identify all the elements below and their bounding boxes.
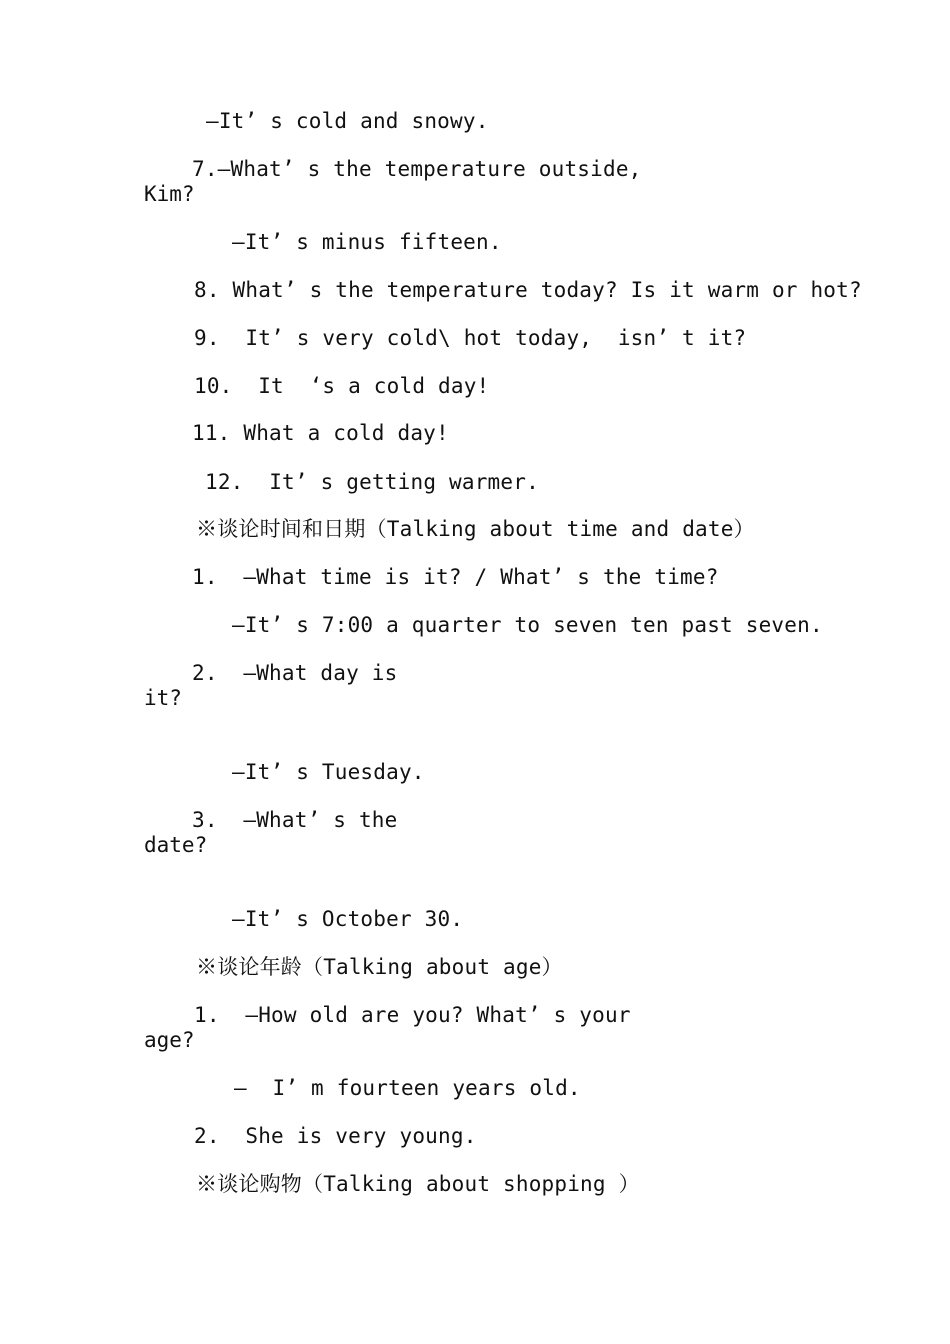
age-item-1-question-wrap: age? (144, 1028, 195, 1052)
section-heading-age: ※谈论年龄（Talking about age） (196, 955, 563, 979)
time-item-2-question: 2. —What day is (192, 661, 398, 685)
time-item-3-answer: —It’ s October 30. (232, 907, 464, 931)
time-item-2-answer: —It’ s Tuesday. (232, 760, 425, 784)
item-7-question: 7.—What’ s the temperature outside, (192, 157, 642, 181)
answer-cold-snowy: —It’ s cold and snowy. (206, 109, 489, 133)
age-item-1-answer: — I’ m fourteen years old. (234, 1076, 581, 1100)
item-12: 12. It’ s getting warmer. (205, 470, 539, 494)
age-item-2: 2. She is very young. (194, 1124, 477, 1148)
item-10: 10. It ‘s a cold day! (194, 374, 490, 398)
section-heading-time-date: ※谈论时间和日期（Talking about time and date） (196, 517, 755, 541)
item-9: 9. It’ s very cold\ hot today, isn’ t it? (194, 326, 747, 350)
age-item-1-question: 1. —How old are you? What’ s your (194, 1003, 631, 1027)
item-7-question-wrap: Kim? (144, 182, 195, 206)
time-item-1-question: 1. —What time is it? / What’ s the time? (192, 565, 719, 589)
time-item-3-question: 3. —What’ s the (192, 808, 398, 832)
item-8: 8. What’ s the temperature today? Is it warm or hot? (194, 278, 862, 302)
item-11: 11. What a cold day! (192, 421, 449, 445)
item-7-answer: —It’ s minus fifteen. (232, 230, 502, 254)
section-heading-shopping: ※谈论购物（Talking about shopping ） (196, 1172, 640, 1196)
time-item-3-question-wrap: date? (144, 833, 208, 857)
time-item-1-answer: —It’ s 7:00 a quarter to seven ten past seven. (232, 613, 823, 637)
time-item-2-question-wrap: it? (144, 686, 182, 710)
